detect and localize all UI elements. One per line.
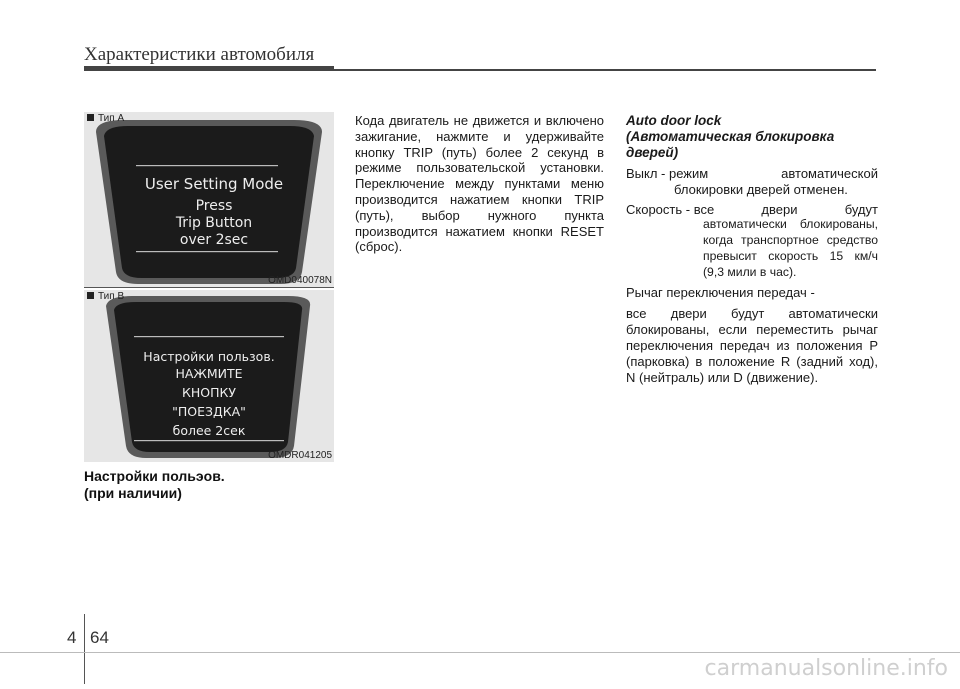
option-speed-word: двери	[761, 201, 798, 217]
option-lever-label: Рычаг переключения передач -	[626, 284, 815, 300]
screen-a-line: Press	[195, 198, 233, 214]
caption-line: (при наличии)	[84, 485, 182, 501]
option-off	[626, 166, 878, 198]
heading-line: Auto door lock	[626, 113, 722, 128]
watermark: carmanualsonline.info	[704, 656, 948, 681]
section-heading	[626, 113, 878, 161]
header-rule-thick	[84, 66, 334, 71]
screen-b-title: Настройки пользов.	[143, 349, 275, 364]
type-b-label: Тип B	[87, 291, 124, 302]
screen-b-line: более 2сек	[172, 423, 246, 438]
footer-rule	[0, 652, 960, 653]
option-lever-text: все двери будут автоматически блокированы, если переместить рычаг переключения передач из положения P (парковка) в положение R (задний ход), N (нейтраль) или D (движение).	[626, 306, 878, 385]
figure-type-b	[84, 290, 334, 462]
figure-a-code: OMD040078N	[268, 275, 332, 286]
chapter-number: 4	[67, 628, 77, 647]
screen-b-line: КНОПКУ	[181, 385, 236, 400]
screen-b-line: НАЖМИТЕ	[175, 366, 243, 381]
option-speed-label: Скорость - все	[626, 201, 715, 217]
page-number: 64	[90, 628, 109, 647]
option-off-text: блокировки дверей отменен.	[674, 181, 848, 197]
screen-a-line: Trip Button	[175, 215, 253, 231]
option-speed	[626, 202, 878, 281]
figure-type-a	[84, 112, 334, 287]
figure-b-code: OMDR041205	[268, 450, 332, 461]
figure-separator	[84, 287, 334, 288]
heading-line: дверей)	[626, 145, 679, 160]
type-a-label: Тип A	[87, 113, 124, 124]
figure-caption	[84, 468, 334, 502]
option-off-label: Выкл - режим	[626, 166, 709, 181]
screen-b-body	[124, 364, 294, 440]
caption-line: Настройки польэов.	[84, 468, 225, 484]
screen-b-line: "ПОЕЗДКА"	[172, 404, 246, 419]
option-off-word: автоматической	[781, 166, 878, 181]
header-rule-thin	[334, 69, 876, 71]
screen-a-title: User Setting Mode	[144, 175, 284, 193]
option-speed-text: автоматически блокированы, когда транспортное средство превысит скорость 15 км/ч (9,3 мили в час).	[703, 217, 878, 279]
option-speed-word: будут	[844, 201, 878, 217]
middle-column-text: Кода двигатель не движется и включено зажигание, нажмите и удерживайте кнопку TRIP (путь) более 2 секунд в режиме пользовательской установки. Переключение между пунктами меню производится нажатием кнопки TRIP (путь), выбор нужного пункта производится нажатием кнопки RESET (сброс).	[355, 113, 604, 255]
heading-line: (Автоматическая блокировка	[626, 129, 835, 144]
footer-separator	[84, 614, 85, 684]
page-header-title: Характеристики автомобиля	[84, 44, 315, 65]
screen-a-line: over 2sec	[179, 232, 249, 248]
screen-a-body	[124, 198, 304, 249]
right-column	[626, 113, 878, 385]
